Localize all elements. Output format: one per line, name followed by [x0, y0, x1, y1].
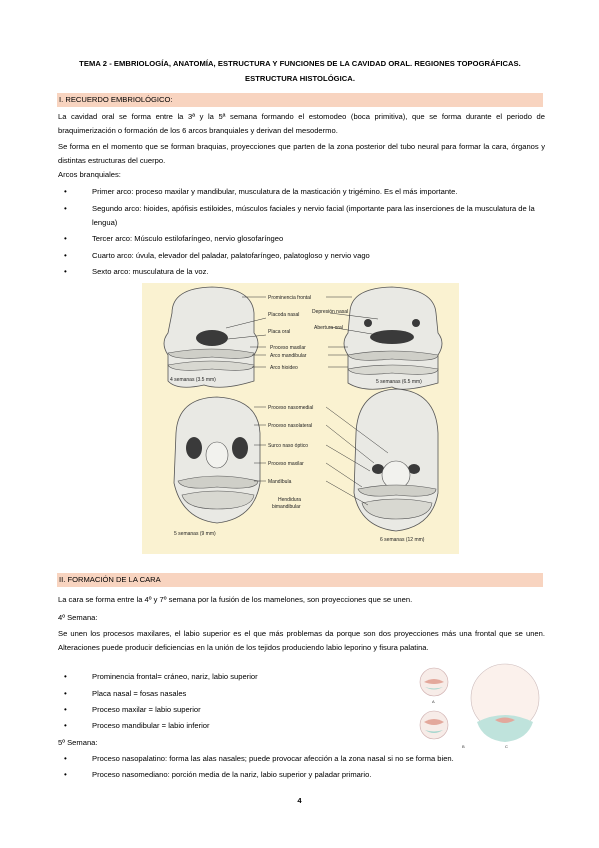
list-item-text: Primer arco: proceso maxilar y mandibular, musculatura de la masticación y trigémino. Es el más importante. — [92, 187, 458, 196]
bullet-icon: • — [64, 721, 67, 730]
bullet-icon: • — [64, 770, 67, 779]
label-6-semanas: 6 semanas (12 mm) — [380, 537, 425, 543]
label-proceso-nasomedial: Proceso nasomedial — [268, 405, 314, 411]
figure-letter-c: C — [505, 744, 508, 749]
list-item — [64, 768, 542, 782]
list-item — [64, 185, 542, 199]
face-small-a — [420, 668, 448, 696]
figure-letter-b: B — [462, 744, 465, 749]
paragraph-cavidad-oral: La cavidad oral se forma entre la 3ª y la 5ª semana formando el estomodeo (boca primitiva), que se forma durante el periodo de braquimerización o formación de los 6 arcos branquiales y derivan del mesodermo. — [58, 112, 545, 135]
paragraph-procesos-maxilares: Se unen los procesos maxilares, el labio superior es el que más problemas da porque son dos proyecciones más una frontal que se unen. Alteraciones puede producir deficiencias en la unión de los tejidos produciendo labio leporino y fisura palatina. — [58, 629, 545, 652]
bullet-icon: • — [64, 234, 67, 243]
label-mandibula: Mandíbula — [268, 479, 292, 485]
arcos-label: Arcos branquiales: — [58, 170, 121, 179]
week5-heading: 5º Semana: — [58, 738, 98, 747]
list-item — [64, 703, 404, 717]
label-abertura-oral: Abertura oral — [314, 325, 343, 331]
label-4-semanas: 4 semanas (3.5 mm) — [170, 377, 216, 383]
label-5-semanas-9mm: 5 semanas (9 mm) — [174, 531, 216, 537]
face-small-b — [420, 711, 448, 739]
page-title — [40, 56, 560, 86]
page-number: 4 — [297, 796, 302, 805]
list-item-text: Proceso mandibular = labio inferior — [92, 721, 210, 730]
label-proceso-nasolateral: Proceso nasolateral — [268, 423, 313, 429]
list-item — [64, 202, 542, 229]
list-item — [64, 687, 404, 701]
figure-letter-a: A — [432, 699, 435, 704]
label-5-semanas: 5 semanas (6.5 mm) — [376, 379, 422, 385]
label-arco-mandibular: Arco mandibular — [270, 353, 307, 359]
bullet-icon: • — [64, 251, 67, 260]
section-heading-formacion: II. FORMACIÓN DE LA CARA — [57, 573, 543, 587]
list-item — [64, 670, 404, 684]
list-item — [64, 752, 542, 766]
embryo-5-weeks-9mm — [174, 397, 260, 523]
bullet-icon: • — [64, 689, 67, 698]
page-title-line1: TEMA 2 - EMBRIOLOGÍA, ANATOMÍA, ESTRUCTURA Y FUNCIONES DE LA CAVIDAD ORAL. REGIONES TOPOGRÁFICAS. — [79, 59, 521, 68]
label-placa-oral: Placa oral — [268, 329, 291, 335]
bullet-icon: • — [64, 267, 67, 276]
list-item-text: Cuarto arco: úvula, elevador del paladar, palatofaríngeo, palatogloso y nervio vago — [92, 251, 370, 260]
list-item — [64, 249, 542, 263]
week4-heading: 4º Semana: — [58, 613, 98, 622]
embryo-face-figure — [142, 283, 459, 554]
section-heading-recuerdo: I. RECUERDO EMBRIOLÓGICO: — [57, 93, 543, 107]
bullet-icon: • — [64, 187, 67, 196]
label-placoda-nasal: Placoda nasal — [268, 312, 300, 318]
label-hendidura: Hendidura — [278, 497, 302, 503]
paragraph-braquias: Se forma en el momento que se forman braquias, proyecciones que parten de la zona posterior del tubo neural para formar la cara, órganos y distintas estructuras del cuerpo. — [58, 142, 545, 165]
label-surco-nasooptico: Surco naso óptico — [268, 443, 309, 449]
label-prominencia-frontal: Prominencia frontal — [268, 295, 312, 301]
list-item-text: Sexto arco: musculatura de la voz. — [92, 267, 209, 276]
label-arco-hioideo: Arco hioideo — [270, 365, 298, 371]
bullet-icon: • — [64, 204, 67, 213]
face-formation-figure — [417, 660, 547, 750]
face-large-c — [471, 664, 539, 742]
face-formation-illustration — [417, 660, 547, 750]
paragraph-cara: La cara se forma entre la 4º y 7º semana por la fusión de los mamelones, son proyecciones que se unen. — [58, 595, 413, 604]
embryo-6-weeks — [354, 389, 438, 531]
page-title-line2: ESTRUCTURA HISTOLÓGICA. — [245, 74, 355, 83]
list-item — [64, 719, 404, 733]
bullet-icon: • — [64, 672, 67, 681]
label-depresion-nasal: Depresión nasal — [312, 309, 349, 315]
list-item-text: Proceso nasopalatino: forma las alas nasales; puede provocar afección a la zona nasal si no se forma bien. — [92, 754, 454, 763]
label-bimandibular: bimandibular — [272, 504, 301, 510]
bullet-icon: • — [64, 705, 67, 714]
list-item-text: Segundo arco: hioides, apófisis estiloides, músculos faciales y nervio facial (importante para las inserciones de la musculatura de la lengua) — [92, 204, 535, 227]
bullet-icon: • — [64, 754, 67, 763]
list-item-text: Proceso nasomediano: porción media de la nariz, labio superior y paladar primario. — [92, 770, 372, 779]
list-item — [64, 265, 542, 279]
label-proceso-maxilar-2: Proceso maxilar — [268, 461, 304, 467]
list-item-text: Tercer arco: Músculo estilofaríngeo, nervio glosofaríngeo — [92, 234, 284, 243]
list-item-text: Proceso maxilar = labio superior — [92, 705, 201, 714]
list-item — [64, 232, 542, 246]
label-proceso-maxilar: Proceso maxilar — [270, 345, 306, 351]
embryo-5-weeks — [344, 287, 442, 389]
list-item-text: Prominencia frontal= cráneo, nariz, labio superior — [92, 672, 258, 681]
embryo-face-illustration — [142, 283, 459, 554]
list-item-text: Placa nasal = fosas nasales — [92, 689, 187, 698]
